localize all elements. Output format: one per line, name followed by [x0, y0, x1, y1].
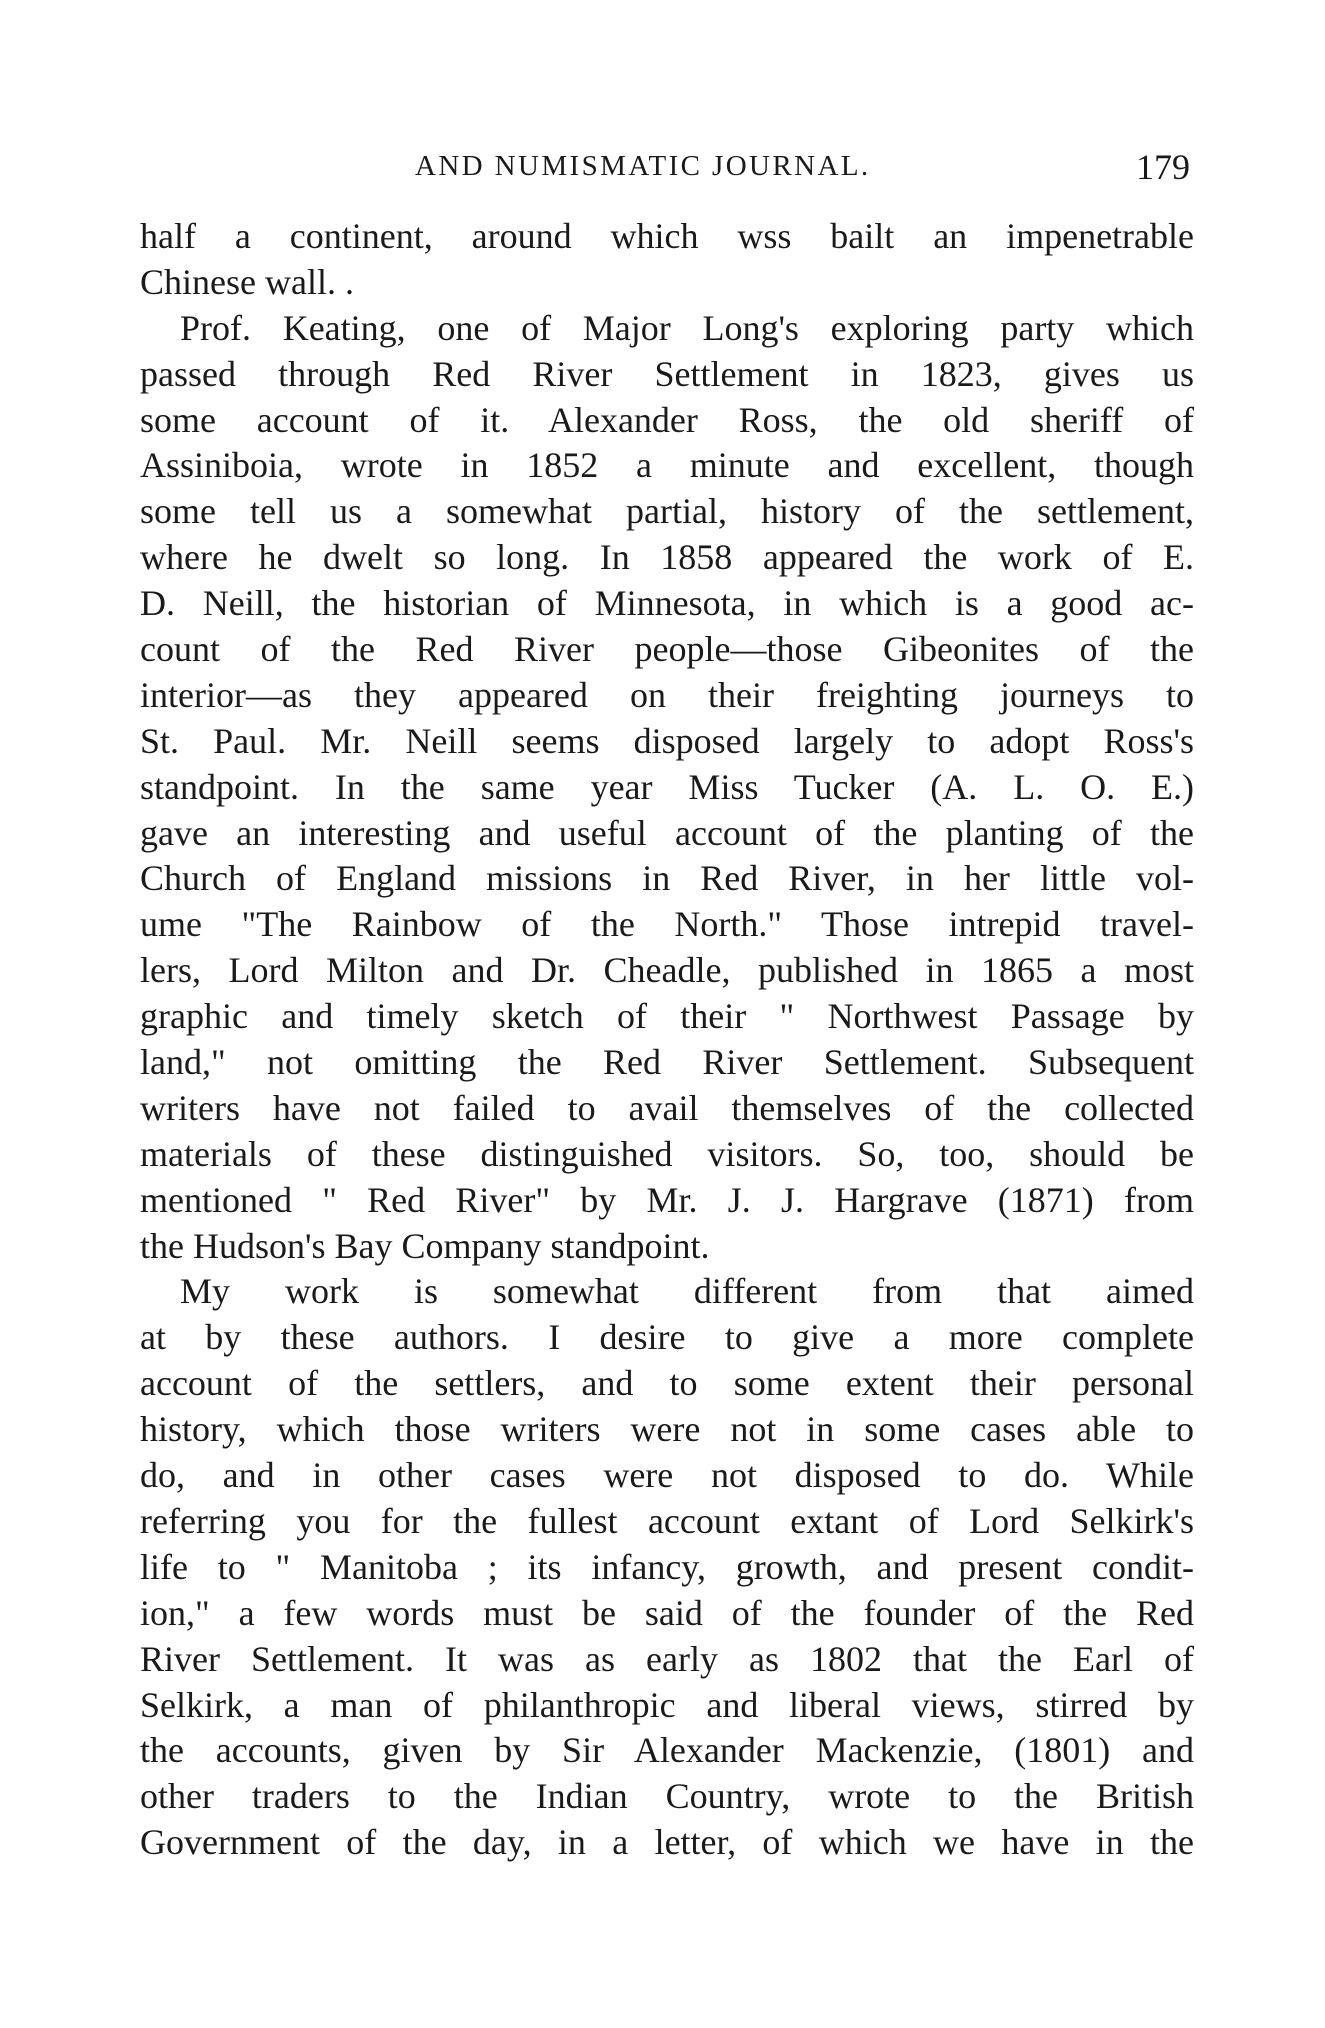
text-line: Church of England missions in Red River, in her little vol-: [140, 858, 1194, 899]
text-line: interior—as they appeared on their freighting journeys to: [140, 674, 1194, 715]
text-line: some tell us a somewhat partial, history of the settlement,: [140, 491, 1194, 532]
paragraph-first-line: Prof. Keating, one of Major Long's exploring party which: [180, 307, 1194, 348]
text-line: account of the settlers, and to some extent their personal: [140, 1363, 1194, 1404]
text-line: gave an interesting and useful account of the planting of the: [140, 812, 1194, 853]
text-line: other traders to the Indian Country, wrote to the British: [140, 1776, 1194, 1817]
page-number: 179: [1136, 147, 1190, 187]
text-line: writers have not failed to avail themselves of the collected: [140, 1087, 1194, 1128]
text-line: the Hudson's Bay Company standpoint.: [140, 1225, 710, 1266]
text-line: Chinese wall. .: [140, 261, 354, 302]
text-line: Government of the day, in a letter, of which we have in the: [140, 1822, 1194, 1863]
text-line: do, and in other cases were not disposed to do. While: [140, 1455, 1194, 1496]
text-line: Assiniboia, wrote in 1852 a minute and excellent, though: [140, 445, 1194, 486]
text-line: life to " Manitoba ; its infancy, growth, and present condit-: [140, 1546, 1194, 1587]
text-line: River Settlement. It was as early as 1802 that the Earl of: [140, 1638, 1194, 1679]
text-line: the accounts, given by Sir Alexander Mackenzie, (1801) and: [140, 1730, 1194, 1771]
text-line: half a continent, around which wss bailt an impenetrable: [140, 216, 1194, 256]
text-line: ion," a few words must be said of the founder of the Red: [140, 1592, 1194, 1633]
text-line: count of the Red River people—those Gibeonites of the: [140, 629, 1194, 670]
text-line: land," not omitting the Red River Settlement. Subsequent: [140, 1042, 1194, 1083]
text-line: Selkirk, a man of philanthropic and liberal views, stirred by: [140, 1684, 1194, 1725]
text-line: some account of it. Alexander Ross, the old sheriff of: [140, 399, 1194, 440]
text-line: St. Paul. Mr. Neill seems disposed largely to adopt Ross's: [140, 720, 1194, 761]
text-line: lers, Lord Milton and Dr. Cheadle, published in 1865 a most: [140, 950, 1194, 991]
running-header: [140, 146, 1190, 186]
text-line: mentioned " Red River" by Mr. J. J. Hargrave (1871) from: [140, 1179, 1194, 1220]
text-line: ume "The Rainbow of the North." Those intrepid travel-: [140, 904, 1194, 945]
text-line: graphic and timely sketch of their " Northwest Passage by: [140, 996, 1194, 1037]
text-line: history, which those writers were not in some cases able to: [140, 1409, 1194, 1450]
text-line: standpoint. In the same year Miss Tucker (A. L. O. E.): [140, 766, 1194, 807]
running-title: AND NUMISMATIC JOURNAL.: [415, 150, 871, 182]
text-line: passed through Red River Settlement in 1823, gives us: [140, 353, 1194, 394]
paragraph-first-line: My work is somewhat different from that aimed: [180, 1271, 1194, 1312]
text-line: at by these authors. I desire to give a more complete: [140, 1317, 1194, 1358]
body-text: [140, 214, 1194, 1866]
text-line: referring you for the fullest account extant of Lord Selkirk's: [140, 1500, 1194, 1541]
text-line: where he dwelt so long. In 1858 appeared the work of E.: [140, 537, 1194, 578]
text-line: materials of these distinguished visitors. So, too, should be: [140, 1133, 1194, 1174]
text-line: D. Neill, the historian of Minnesota, in which is a good ac-: [140, 583, 1194, 624]
